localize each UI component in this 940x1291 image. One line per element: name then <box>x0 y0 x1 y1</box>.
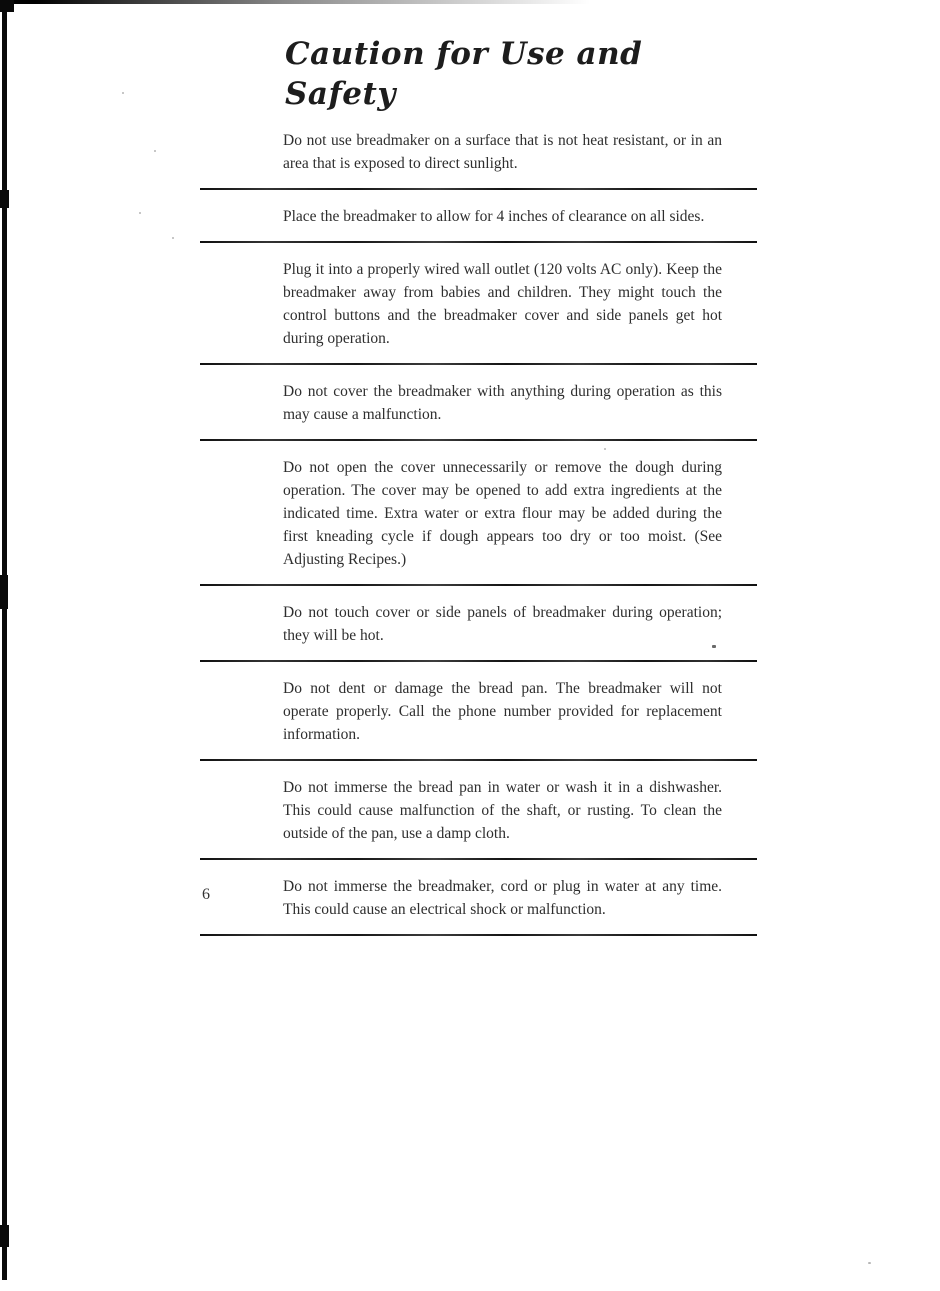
scan-speck <box>122 92 124 94</box>
scan-speck <box>139 212 141 214</box>
scan-speck <box>154 150 156 152</box>
caution-item <box>200 601 757 662</box>
divider <box>200 241 757 243</box>
scan-edge-bar-top <box>0 0 590 4</box>
scan-corner-artifact <box>0 0 14 12</box>
scan-edge-nub <box>0 1225 9 1247</box>
caution-item <box>200 129 757 190</box>
divider <box>200 584 757 586</box>
manual-page <box>200 34 757 936</box>
caution-item <box>200 258 757 365</box>
caution-text: Do not open the cover unnecessarily or remove the dough during operation. The cover may be opened to add extra ingredients at the indicated time. Extra water or extra flour may be added during the first kneading cycle if dough appears too dry or too moist. (See Adjusting Recipes.) <box>283 459 722 568</box>
page-title: Caution for Use and Safety <box>285 36 643 112</box>
divider <box>200 188 757 190</box>
caution-item <box>200 380 757 441</box>
divider <box>200 759 757 761</box>
scan-edge-nub <box>0 190 9 208</box>
caution-text: Plug it into a properly wired wall outlet (120 volts AC only). Keep the breadmaker away from babies and children. They might touch the control buttons and the breadmaker cover and side panels get hot during operation. <box>283 261 722 347</box>
caution-text: Do not cover the breadmaker with anything during operation as this may cause a malfunction. <box>283 383 722 423</box>
scan-speck <box>868 1262 871 1264</box>
page-number: 6 <box>202 886 210 903</box>
caution-text: Do not immerse the breadmaker, cord or plug in water at any time. This could cause an electrical shock or malfunction. <box>283 878 722 918</box>
scan-edge-nub <box>0 575 8 609</box>
divider <box>200 858 757 860</box>
caution-text: Do not touch cover or side panels of breadmaker during operation; they will be hot. <box>283 604 722 644</box>
scan-speck <box>172 237 174 239</box>
caution-text: Do not dent or damage the bread pan. The breadmaker will not operate properly. Call the phone number provided for replacement information. <box>283 680 722 743</box>
caution-text: Do not use breadmaker on a surface that is not heat resistant, or in an area that is exposed to direct sunlight. <box>283 132 722 172</box>
caution-item <box>200 456 757 586</box>
divider <box>200 660 757 662</box>
caution-text: Place the breadmaker to allow for 4 inches of clearance on all sides. <box>283 208 705 225</box>
caution-item <box>200 875 757 936</box>
divider <box>200 439 757 441</box>
divider <box>200 363 757 365</box>
caution-item <box>200 677 757 761</box>
divider <box>200 934 757 936</box>
caution-text: Do not immerse the bread pan in water or wash it in a dishwasher. This could cause malfunction of the shaft, or rusting. To clean the outside of the pan, use a damp cloth. <box>283 779 722 842</box>
caution-item <box>200 205 757 243</box>
caution-item <box>200 776 757 860</box>
